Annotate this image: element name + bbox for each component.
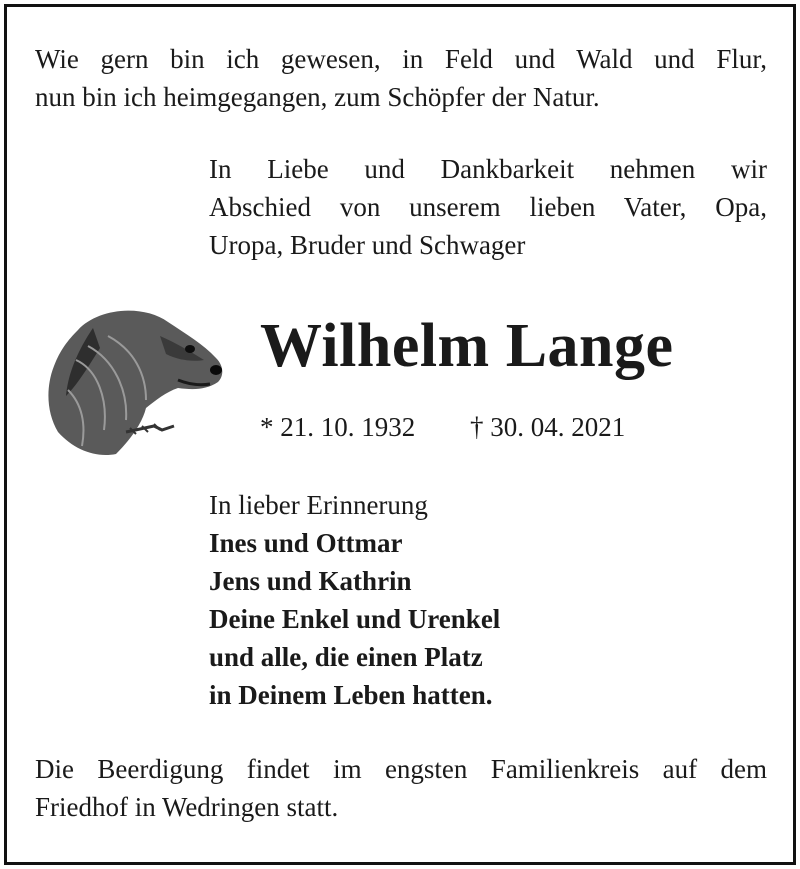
signer-line: und alle, die einen Platz bbox=[209, 642, 483, 672]
verse-line-2: nun bin ich heimgegangen, zum Schöpfer der Natur. bbox=[35, 82, 600, 112]
hunting-dog-head-icon bbox=[38, 300, 228, 465]
deceased-name: Wilhelm Lange bbox=[260, 312, 674, 380]
intro-line-3: Uropa, Bruder und Schwager bbox=[209, 230, 526, 260]
funeral-notice-line-1: Die Beerdigung findet im engsten Familienkreis auf dem bbox=[35, 754, 767, 784]
birth-date: * 21. 10. 1932 bbox=[260, 412, 416, 442]
signer-line: Ines und Ottmar bbox=[209, 528, 403, 558]
death-date: † 30. 04. 2021 bbox=[470, 412, 626, 442]
signers-heading: In lieber Erinnerung bbox=[209, 490, 428, 520]
signer-line: Jens und Kathrin bbox=[209, 566, 412, 596]
signer-line: Deine Enkel und Urenkel bbox=[209, 604, 501, 634]
signer-line: in Deinem Leben hatten. bbox=[209, 680, 493, 710]
funeral-notice-line-2: Friedhof in Wedringen statt. bbox=[35, 792, 339, 822]
intro-line-1: In Liebe und Dankbarkeit nehmen wir bbox=[209, 154, 767, 184]
verse-line-1: Wie gern bin ich gewesen, in Feld und Wald und Flur, bbox=[35, 44, 767, 74]
intro-line-2: Abschied von unserem lieben Vater, Opa, bbox=[209, 192, 767, 222]
